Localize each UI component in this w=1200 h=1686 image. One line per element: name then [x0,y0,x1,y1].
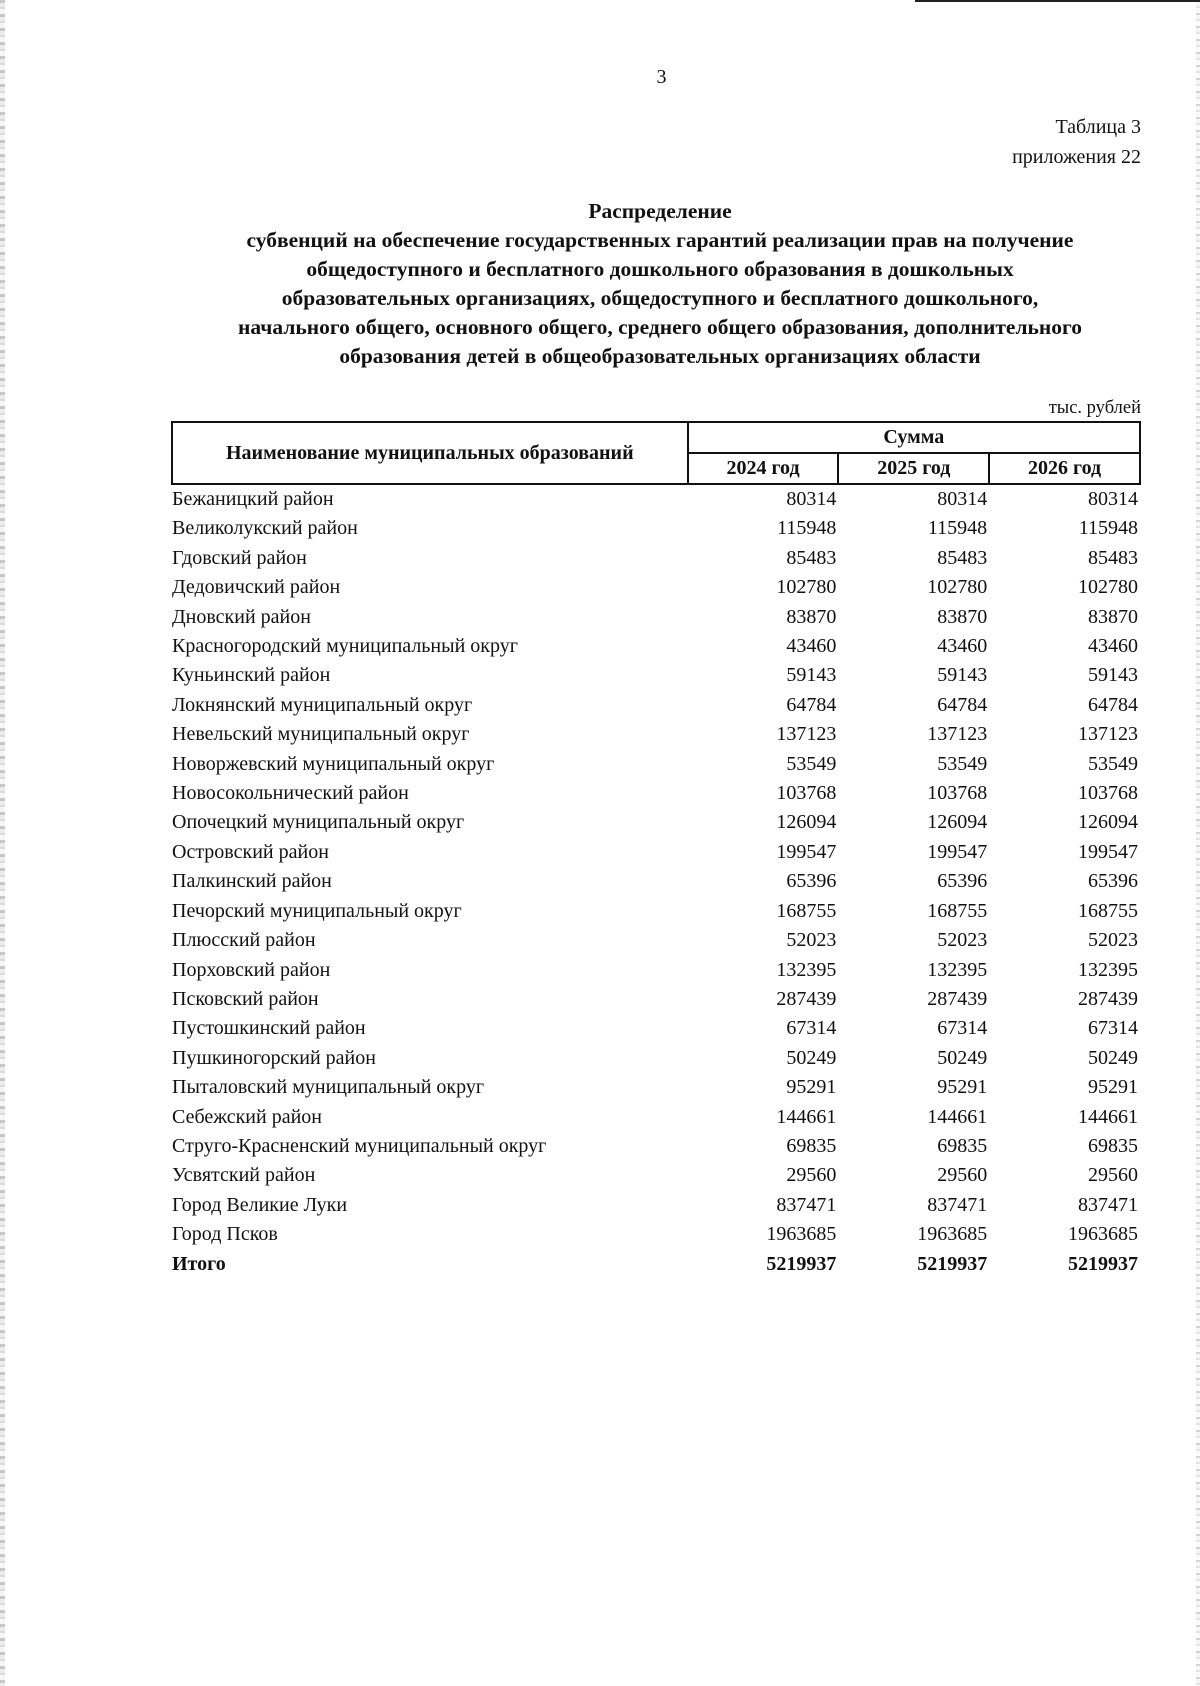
amount-2024: 29560 [786,1164,837,1187]
table-header [172,422,1140,484]
amount-2024: 132395 [776,958,837,981]
amount-2024: 103768 [776,782,837,805]
municipality-name: Великолукский район [172,517,358,540]
amount-2024: 199547 [776,840,837,863]
table-row [172,514,1140,543]
municipality-name: Пушкиногорский район [172,1046,376,1069]
amount-2024: 43460 [786,635,837,658]
amount-2026: 43460 [1088,635,1138,658]
title-line: образования детей в общеобразовательных организациях области [339,344,981,368]
amount-2025: 1963685 [917,1223,988,1246]
municipality-name: Пыталовский муниципальный округ [172,1076,485,1099]
amount-2025: 65396 [937,870,988,893]
amount-2025: 69835 [937,1134,988,1157]
amount-2024: 137123 [776,723,837,746]
municipality-name: Пустошкинский район [172,1017,366,1040]
table-row [172,867,1140,896]
amount-2025: 53549 [937,752,988,775]
amount-2025: 115948 [927,517,988,540]
amount-2026: 29560 [1088,1164,1138,1187]
municipality-name: Город Великие Луки [172,1193,348,1216]
title-heading: Распределение [588,199,732,223]
municipality-name: Печорский муниципальный округ [172,899,462,922]
municipality-name: Струго-Красненский муниципальный округ [172,1134,547,1157]
amount-2025: 64784 [937,693,988,716]
amount-2026: 67314 [1088,1017,1138,1040]
amount-2026: 115948 [1078,517,1138,540]
amount-2025: 168755 [927,899,988,922]
table-row [172,573,1140,602]
amount-2026: 52023 [1088,929,1138,952]
amount-2026: 64784 [1088,693,1138,716]
amount-2026: 103768 [1078,782,1138,805]
amount-2024: 64784 [786,693,837,716]
municipality-name: Бежаницкий район [172,488,334,510]
amount-2024: 1963685 [766,1223,837,1246]
amount-2024: 287439 [776,987,837,1010]
municipality-name: Палкинский район [172,870,332,893]
municipality-name: Опочецкий муниципальный округ [172,811,465,834]
table-row [172,926,1140,955]
municipality-name: Гдовский район [172,546,307,569]
amount-2025: 287439 [927,987,988,1010]
amount-2024: 52023 [786,929,837,952]
header-year-2025: 2025 год [838,453,989,484]
amount-2024: 168755 [776,899,837,922]
amount-2025: 199547 [927,840,988,863]
amount-2026: 95291 [1088,1076,1138,1099]
municipality-name: Дедовичский район [172,576,341,599]
amount-2024: 80314 [786,488,837,510]
table-row [172,808,1140,837]
scan-top-line [915,0,1200,2]
document-title [140,197,1180,371]
amount-2026: 85483 [1088,546,1138,569]
amount-2026: 144661 [1078,1105,1138,1128]
amount-2025: 126094 [927,811,988,834]
header-year-2026: 2026 год [989,453,1140,484]
amount-2025: 103768 [927,782,988,805]
table-row [172,1161,1140,1190]
municipality-name: Плюсский район [172,929,316,952]
table-row [172,956,1140,985]
amount-2024: 50249 [786,1046,837,1069]
table-row [172,1014,1140,1043]
amount-2026: 53549 [1088,752,1138,775]
amount-2025: 80314 [937,488,988,510]
table-reference-line1: Таблица 3 [1055,116,1141,138]
municipality-name: Невельский муниципальный округ [172,723,470,746]
amount-2024: 53549 [786,752,837,775]
municipality-name: Псковский район [172,987,319,1010]
amount-2025: 102780 [927,576,988,599]
amount-2024: 115948 [777,517,837,540]
amount-2025: 59143 [937,664,988,687]
amount-2024: 67314 [786,1017,837,1040]
municipality-name: Островский район [172,840,329,863]
amount-2024: 837471 [776,1193,837,1216]
table-row [172,544,1140,573]
amount-2024: 85483 [786,546,837,569]
scan-edge-left [0,0,5,1686]
table-row [172,661,1140,690]
municipality-name: Себежский район [172,1105,322,1128]
total-2024: 5219937 [766,1252,837,1275]
title-line: общедоступного и бесплатного дошкольного образования в дошкольных [306,257,1014,281]
municipality-name: Красногородский муниципальный округ [172,635,518,658]
amount-2025: 52023 [937,929,988,952]
amount-2024: 144661 [776,1105,837,1128]
amount-2025: 50249 [937,1046,988,1069]
total-2026: 5219937 [1068,1252,1138,1275]
municipality-name: Новосокольнический район [172,782,409,805]
title-line: начального общего, основного общего, среднего общего образования, дополнительного [238,315,1082,339]
table-row [172,779,1140,808]
municipality-name: Новоржевский муниципальный округ [172,752,495,775]
amount-2025: 85483 [937,546,988,569]
amount-2025: 137123 [927,723,988,746]
table-reference-line2: приложения 22 [1012,146,1141,168]
table-row [172,1073,1140,1102]
amount-2026: 199547 [1078,840,1138,863]
amount-2026: 102780 [1078,576,1138,599]
amount-2026: 59143 [1088,664,1138,687]
table-row [172,720,1140,749]
municipality-name: Дновский район [172,605,311,628]
amount-2024: 65396 [786,870,837,893]
amount-2025: 132395 [927,958,988,981]
table-row [172,1191,1140,1220]
table-row [172,484,1140,514]
amount-2024: 102780 [776,576,837,599]
amount-2026: 50249 [1088,1046,1138,1069]
amount-2026: 137123 [1078,723,1138,746]
scan-edge-right [1196,0,1200,1686]
header-sum: Сумма [688,422,1140,453]
amount-2026: 168755 [1078,899,1138,922]
amount-2026: 83870 [1088,605,1138,628]
amount-2024: 59143 [786,664,837,687]
amount-2025: 67314 [937,1017,988,1040]
amount-2025: 43460 [937,635,988,658]
table-row [172,750,1140,779]
units-label: тыс. рублей [1048,398,1141,418]
table-row [172,632,1140,661]
header-year-2024: 2024 год [688,453,839,484]
table-row [172,603,1140,632]
header-municipality-name: Наименование муниципальных образований [172,422,688,484]
total-row [172,1250,1140,1279]
table-row [172,985,1140,1014]
table-row [172,691,1140,720]
title-line: субвенций на обеспечение государственных гарантий реализации прав на получение [246,228,1074,252]
amount-2026: 69835 [1088,1134,1138,1157]
municipality-name: Усвятский район [172,1164,316,1187]
amount-2026: 80314 [1088,488,1138,510]
amount-2024: 69835 [786,1134,837,1157]
amount-2026: 287439 [1078,987,1138,1010]
amount-2025: 837471 [927,1193,988,1216]
amount-2026: 132395 [1078,958,1138,981]
amount-2025: 29560 [937,1164,988,1187]
page-number: 3 [656,66,667,88]
amount-2025: 83870 [937,605,988,628]
municipality-name: Город Псков [172,1223,278,1246]
table-row [172,1103,1140,1132]
total-label: Итого [172,1252,226,1275]
amount-2024: 95291 [786,1076,837,1099]
table-row [172,1044,1140,1073]
amount-2025: 95291 [937,1076,988,1099]
total-2025: 5219937 [917,1252,988,1275]
table-body [172,484,1140,1279]
amount-2026: 837471 [1078,1193,1138,1216]
amount-2026: 1963685 [1068,1223,1138,1246]
municipality-name: Порховский район [172,958,331,981]
title-line: образовательных организациях, общедоступного и бесплатного дошкольного, [281,286,1039,310]
table-row [172,1132,1140,1161]
table-row [172,1220,1140,1249]
municipality-name: Куньинский район [172,664,331,687]
table-row [172,897,1140,926]
amount-2024: 126094 [776,811,837,834]
municipality-name: Локнянский муниципальный округ [172,693,473,716]
distribution-table [171,421,1141,1279]
table-row [172,838,1140,867]
amount-2026: 65396 [1088,870,1138,893]
amount-2026: 126094 [1078,811,1138,834]
amount-2024: 83870 [786,605,837,628]
table-reference [1012,112,1141,172]
amount-2025: 144661 [927,1105,988,1128]
